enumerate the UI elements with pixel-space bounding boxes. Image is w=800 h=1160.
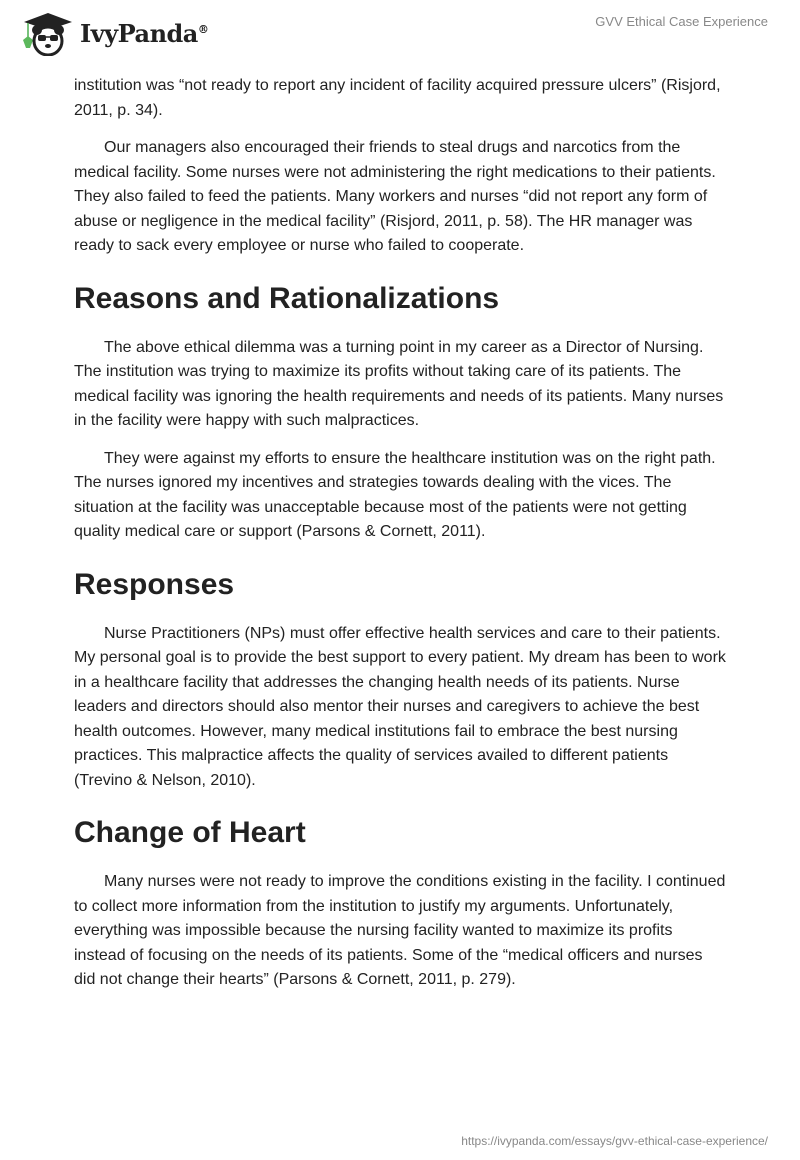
logo-text: IvyPanda® [80,18,209,48]
section-heading: Reasons and Rationalizations [74,281,500,315]
ivypanda-logo[interactable] [18,10,208,56]
paragraph: The above ethical dilemma was a turning point in my career as a Director of Nursing. The institution was trying to maximize its profits without taking care of its patients. The medical facility was ignoring the health requirements and needs of its patients. Many nurses in the facility were happy with such malpractices. [74,338,724,429]
page-header [0,0,800,60]
section-heading: Responses [74,567,235,601]
paragraph: institution was “not ready to report any incident of facility acquired pressure ulcers” (Risjord, 2011, p. 34). [74,77,721,119]
paragraph: They were against my efforts to ensure the healthcare institution was on the right path. The nurses ignored my incentives and strategies towards dealing with the vices. The situation at the facility was unacceptable because most of the patients were not getting quality medical care or support (Parsons & Cornett, 2011). [74,449,716,540]
paragraph: Our managers also encouraged their friends to steal drugs and narcotics from the medical facility. Some nurses were not administering the right medications to their patients. They also failed to feed the patients. Many workers and nurses “did not report any form of abuse or negligence in the medical facility” (Risjord, 2011, p. 58). The HR manager was ready to sack every employee or nurse who failed to cooperate. [74,139,716,254]
paragraph: Nurse Practitioners (NPs) must offer effective health services and care to their patients. My personal goal is to provide the best support to every patient. My dream has been to work in a healthcare facility that addresses the changing health needs of its patients. Nurse leaders and directors should also mentor their nurses and caregivers to achieve the best health outcomes. However, many medical institutions fail to embrace the best nursing practices. This malpractice affects the quality of services availed to different patients (Trevino & Nelson, 2010). [74,624,726,789]
source-url[interactable]: https://ivypanda.com/essays/gvv-ethical-case-experience/ [461,1134,768,1148]
section-heading: Change of Heart [74,816,306,849]
document-title: GVV Ethical Case Experience [595,14,768,29]
panda-graduate-icon [18,10,74,56]
essay-content [74,74,728,1006]
paragraph: Many nurses were not ready to improve the conditions existing in the facility. I continued to collect more information from the institution to justify my arguments. Unfortunately, everything was impossible because the nursing facility wanted to maximize its profits instead of focusing on the needs of its patients. Some of the “medical officers and nurses did not change their hearts” (Parsons & Cornett, 2011, p. 279). [74,873,726,988]
